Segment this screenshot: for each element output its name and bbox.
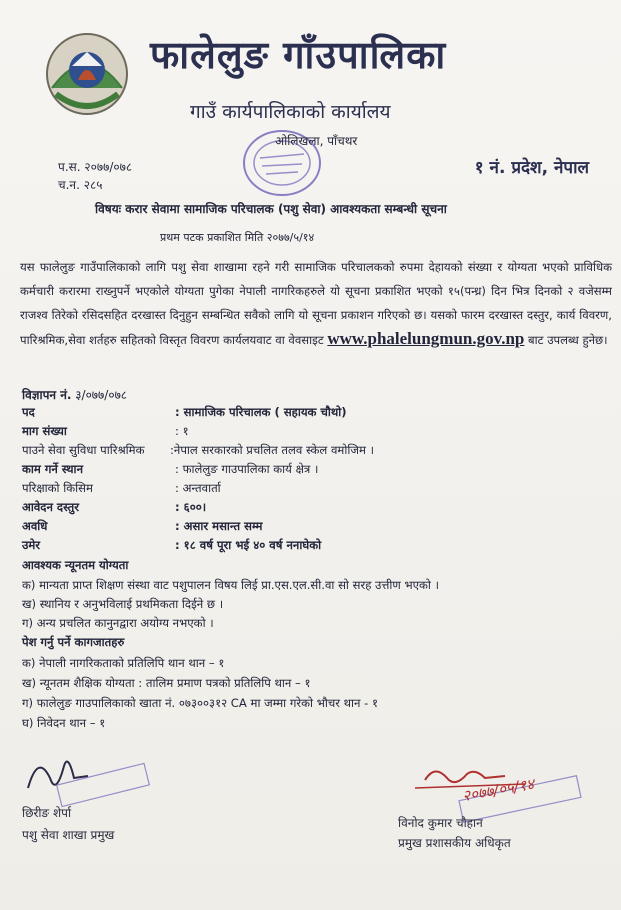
field-label: पाउने सेवा सुविधा पारिश्रमिक bbox=[22, 443, 145, 457]
field-value: : ६००। bbox=[175, 500, 207, 514]
right-signatory-name: विनोद कुमार चौहान bbox=[398, 816, 483, 830]
advertisement-number-value: ३/०७७/०७८ bbox=[75, 388, 128, 402]
qualification-item: ख) स्थानिय र अनुभविलाई प्रथमिकता दिईने छ । bbox=[22, 597, 224, 611]
field-row bbox=[22, 481, 612, 500]
field-row bbox=[22, 538, 612, 557]
government-emblem-icon bbox=[42, 30, 132, 118]
field-value: : सामाजिक परिचालक ( सहायक चौथो) bbox=[175, 405, 347, 419]
handwritten-date: २०७७/०५/१४ bbox=[460, 774, 536, 806]
office-name: गाउँ कार्यपालिकाको कार्यालय bbox=[190, 101, 391, 123]
field-label: माग संख्या bbox=[22, 424, 67, 438]
notice-body-text: यस फालेलुङ गाउँपालिकाको लागि पशु सेवा शाखामा रहने गरी सामाजिक परिचालकको रुपमा देहायको संख्या र योग्यता भएको प्राविधिक कर्मचारी करारमा राख्नुपर्ने भएकोले योग्यता पुगेका नेपाली नागरिकहरुले यो सूचना प्रकाशित भएको १५(पन्ध्र) दिन भित्र दिनको २ वजेसम्म राजश्व तिरेको रसिदसहित दरखास्त दिनुहुन सम्बन्धित सवैको लागि यो सूचना प्रकाशन गरिएको छ। यसको फारम दरखास्त दस्तुर, कार्य विवरण, पारिश्रमिक,सेवा शर्तहरु सहितको विस्तृत विवरण कार्यलयवाट वा वेवसाइट bbox=[20, 260, 612, 347]
advertisement-label: विज्ञापन नं. bbox=[22, 388, 72, 402]
website-link[interactable]: www.phalelungmun.gov.np bbox=[327, 329, 525, 348]
field-row bbox=[22, 519, 612, 538]
advertisement-number bbox=[22, 386, 127, 403]
qualification-item: ग) अन्य प्रचलित कानुनद्वारा अयोग्य नभएको । bbox=[22, 616, 214, 630]
field-value: :नेपाल सरकारको प्रचलित तलव स्केल वमोजिम । bbox=[170, 443, 374, 457]
province-label: १ नं. प्रदेश, नेपाल bbox=[474, 158, 589, 178]
document-item: घ) निवेदन थान – १ bbox=[22, 716, 106, 730]
dispatch-number: च.न. २८५ bbox=[58, 178, 103, 192]
field-value: : फालेलुङ गाउपालिका कार्य क्षेत्र । bbox=[175, 462, 319, 476]
field-label: उमेर bbox=[22, 538, 41, 552]
notice-body bbox=[20, 255, 612, 352]
left-signatory-title: पशु सेवा शाखा प्रमुख bbox=[22, 828, 115, 842]
left-signature-icon bbox=[18, 748, 158, 808]
field-row bbox=[22, 443, 612, 462]
office-address: ओलिखला, पाँचथर bbox=[275, 134, 358, 148]
documents-heading: पेश गर्नु पर्ने कागजातहरु bbox=[22, 635, 125, 649]
field-label: पद bbox=[22, 405, 35, 419]
qualification-item: क) मान्यता प्राप्त शिक्षण संस्था वाट पशुपालन विषय लिई प्रा.एस.एल.सी.वा सो सरह उत्तीण भएको । bbox=[22, 578, 440, 592]
field-label: काम गर्ने स्थान bbox=[22, 462, 83, 476]
page-title: फालेलुङ गाँउपालिका bbox=[150, 33, 447, 77]
right-signatory-title: प्रमुख प्रशासकीय अधिकृत bbox=[398, 836, 511, 850]
field-row bbox=[22, 500, 612, 519]
field-value: : अन्तवार्ता bbox=[175, 481, 221, 495]
field-label: आवेदन दस्तुर bbox=[22, 500, 79, 514]
field-label: परिक्षाको किसिम bbox=[22, 481, 93, 495]
document-item: ख) न्यूनतम शैक्षिक योग्यता : तालिम प्रमाण पत्रको प्रतिलिपि थान – १ bbox=[22, 676, 311, 690]
field-label: अवधि bbox=[22, 519, 48, 533]
notice-body-text-end: बाट उपलब्ध हुनेछ। bbox=[528, 333, 608, 347]
field-value: : १ bbox=[175, 424, 189, 438]
left-signatory-name: छिरीङ शेर्पा bbox=[22, 806, 72, 820]
notice-subject: विषयः करार सेवामा सामाजिक परिचालक (पशु सेवा) आवश्यकता सम्बन्धी सूचना bbox=[95, 202, 447, 216]
field-row bbox=[22, 462, 612, 481]
field-value: : असार मसान्त सम्म bbox=[175, 519, 263, 533]
field-value: : १८ वर्ष पूरा भई ४० वर्ष ननाघेको bbox=[175, 538, 322, 552]
field-row bbox=[22, 424, 612, 443]
qualification-heading: आवश्यक न्यूनतम योग्यता bbox=[22, 558, 129, 572]
reference-number: प.स. २०७७/०७८ bbox=[58, 160, 133, 174]
document-item: ग) फालेलुङ गाउपालिकाको खाता नं. ०७३००३१२ CA मा जम्मा गरेको भौचर थान - १ bbox=[22, 696, 379, 710]
field-row bbox=[22, 405, 612, 424]
first-published-date: प्रथम पटक प्रकाशित मिति २०७७/५/१४ bbox=[160, 231, 315, 244]
document-item: क) नेपाली नागरिकताको प्रतिलिपि थान थान – १ bbox=[22, 656, 225, 670]
